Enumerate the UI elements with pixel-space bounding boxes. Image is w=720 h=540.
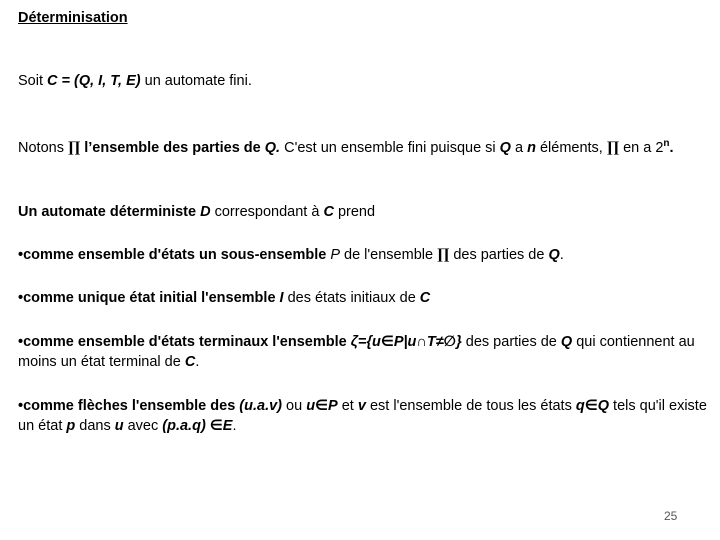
text: .: [559, 247, 564, 263]
text: correspondant à: [210, 204, 324, 220]
text: l’ensemble des parties de: [80, 140, 265, 156]
var-q: Q.: [264, 140, 281, 156]
text: Un automate déterministe: [18, 204, 201, 220]
bullet-transitions: [18, 396, 708, 436]
text: a: [510, 140, 528, 156]
text: •comme ensemble d'états un sous-ensemble: [18, 247, 331, 263]
paragraph-deterministic-intro: [18, 202, 708, 222]
text: des états initiaux de: [283, 290, 420, 306]
terminal-set-formula: ζ={u∈P|u∩T≠∅}: [350, 334, 462, 350]
text: prend: [333, 204, 376, 220]
text: .: [232, 418, 237, 434]
bullet-terminal-states: [18, 332, 708, 372]
var-i: I: [279, 290, 284, 306]
text: .: [195, 354, 200, 370]
page-number: 25: [664, 509, 678, 523]
text: qui contiennent au moins un état terminal de: [18, 334, 695, 370]
var-q: Q: [560, 334, 573, 350]
text: ou: [282, 398, 307, 414]
text: des parties de: [461, 334, 561, 350]
automaton-tuple: C = (Q, I, T, E): [47, 73, 141, 89]
var-c: C: [419, 290, 431, 306]
text: •comme unique état initial l'ensemble: [18, 290, 280, 306]
text: et: [337, 398, 358, 414]
var-p: P: [330, 247, 340, 263]
text: de l'ensemble: [340, 247, 438, 263]
text: Soit: [18, 73, 48, 89]
slide-title: Déterminisation: [18, 10, 128, 26]
paragraph-powerset: [18, 138, 708, 158]
text: des parties de: [449, 247, 549, 263]
var-q: Q: [499, 140, 511, 156]
text: .: [669, 140, 674, 156]
text: •comme ensemble d'états terminaux l'ensemble: [18, 334, 351, 350]
text: tels qu'il existe un état: [18, 398, 707, 434]
bullet-initial-state: [18, 288, 708, 308]
var-d: D: [200, 204, 211, 220]
text: éléments,: [535, 140, 607, 156]
text: dans: [75, 418, 115, 434]
text: •comme flèches l'ensemble des: [18, 398, 240, 414]
edge-formula: (p.a.q) ∈E: [162, 418, 233, 434]
paragraph-automaton-definition: [18, 71, 708, 91]
text: un automate fini.: [140, 73, 252, 89]
transition-tuple: (u.a.v): [239, 398, 282, 414]
formula-u-in-p: u∈P: [306, 398, 338, 414]
exponent-n: n: [663, 138, 670, 150]
var-q: Q: [548, 247, 560, 263]
var-p: p: [66, 418, 76, 434]
product-symbol: ∏: [437, 246, 450, 263]
var-c: C: [323, 204, 334, 220]
bullet-states: [18, 245, 708, 265]
text: est l'ensemble de tous les états: [365, 398, 576, 414]
var-u: u: [114, 418, 124, 434]
product-symbol: ∏: [67, 139, 81, 156]
text: avec: [123, 418, 163, 434]
var-n: n: [527, 140, 536, 156]
var-c: C: [184, 354, 196, 370]
text: C'est un ensemble fini puisque si: [280, 140, 500, 156]
text: Notons: [18, 140, 68, 156]
var-v: v: [357, 398, 366, 414]
text: en a 2: [619, 140, 664, 156]
formula-q-in-q: q∈Q: [575, 398, 610, 414]
product-symbol: ∏: [606, 139, 620, 156]
